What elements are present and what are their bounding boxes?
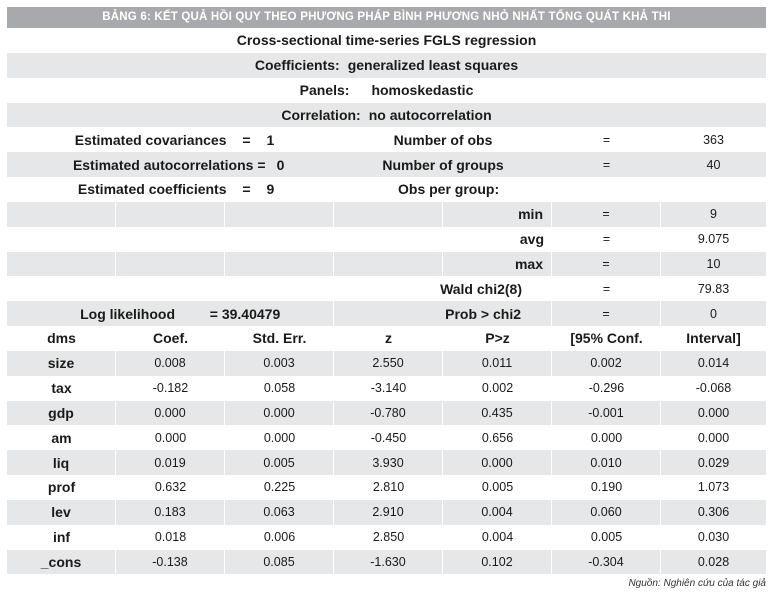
cell: -0.450 [370,430,407,445]
cell: 0.014 [697,356,730,371]
cell: 0.002 [552,351,661,376]
table-row [7,500,766,525]
table-row [7,376,766,401]
stats-row-avg [7,227,766,252]
min-eq: = [552,202,661,227]
col-header: Std. Err. [252,330,307,347]
cell: -0.182 [152,381,189,396]
cell: -0.296 [588,381,625,396]
cell: 0.018 [154,530,187,545]
table-row [7,351,766,376]
cell: 0.000 [263,430,296,445]
var-name: inf [52,529,71,546]
coefficients-value: generalized least squares [347,57,519,74]
table-row [7,550,766,575]
prob-eq: = [552,301,661,326]
max-eq: = [552,252,661,277]
cell: 0.190 [590,480,623,495]
loglik-value: = 39.40479 [209,305,281,322]
correlation-row [7,103,766,128]
cell: 0.183 [116,500,225,525]
var-name: tax [51,380,72,397]
cell: -0.780 [334,401,443,426]
cell: -0.138 [116,550,225,575]
var-name: liq [7,450,116,475]
cell: 0.000 [697,430,730,445]
stats-row-2 [7,152,766,177]
cell: 0.010 [552,450,661,475]
max-label: max [443,252,552,277]
table-banner: BẢNG 6: KẾT QUẢ HỒI QUY THEO PHƯƠNG PHÁP BÌNH PHƯƠNG NHỎ NHẤT TỔNG QUÁT KHẢ THI [7,7,766,28]
cell: 1.073 [697,480,730,495]
cell: 0.000 [697,405,730,420]
cell: 0.060 [552,500,661,525]
cell: 0.000 [116,401,225,426]
cell: 0.306 [697,505,730,520]
min-value: 9 [710,207,717,222]
obs-per-group-label: Obs per group: [398,181,500,198]
regression-table [7,7,766,574]
nobs-eq: = [602,132,611,147]
prob-label: Prob > chi2 [334,301,552,326]
stats-row-wald [7,276,766,301]
cell: 0.000 [443,450,552,475]
cell: 3.930 [334,450,443,475]
cell: 0.029 [697,455,730,470]
avg-value: 9.075 [697,232,730,247]
cell: 0.005 [590,530,623,545]
table-row [7,450,766,475]
stats-row-3 [7,177,766,202]
cell: 0.102 [443,550,552,575]
col-header: Coef. [153,330,188,347]
var-name: _cons [7,550,116,575]
cell: -0.304 [552,550,661,575]
cell: 0.058 [263,381,296,396]
est-cov-eq: = [242,131,251,148]
correlation-label: Correlation: [281,106,361,123]
cell: 0.030 [697,530,730,545]
loglik-label: Log likelihood [80,305,175,322]
est-autocorr-value: 0 [276,156,285,173]
cell: 0.435 [443,401,552,426]
stats-row-loglik [7,301,766,326]
col-header: Interval] [686,330,741,347]
cell: 2.910 [334,500,443,525]
var-name: lev [7,500,116,525]
wald-value: 79.83 [697,281,730,296]
nobs-value: 363 [703,132,724,147]
coefficients-row [7,53,766,78]
table-row [7,475,766,500]
var-name: am [51,429,72,446]
cell: 0.000 [225,401,334,426]
cell: -1.630 [334,550,443,575]
cell: 2.810 [372,480,405,495]
wald-eq: = [602,281,611,296]
ngroups-value: 40 [706,157,721,172]
cell: 0.000 [590,430,623,445]
var-name: prof [47,479,76,496]
stats-row-min [7,202,766,227]
column-header-row [7,326,766,351]
panels-row [7,78,766,103]
max-value: 10 [706,256,721,271]
var-name: size [7,351,116,376]
cell: 2.850 [372,530,405,545]
regression-title: Cross-sectional time-series FGLS regression [236,32,537,49]
est-coef-eq: = [242,181,251,198]
stats-row-1 [7,127,766,152]
min-label: min [443,202,552,227]
col-header: dms [47,330,76,347]
panels-label: Panels: [299,82,350,99]
source-note: Nguồn: Nghiên cứu của tác giả [628,578,766,589]
title-row [7,28,766,53]
cell: 0.002 [481,381,514,396]
cell: 0.656 [481,430,514,445]
col-header: z [385,330,392,347]
table-row [7,525,766,550]
cell: 0.008 [116,351,225,376]
cell: 2.550 [334,351,443,376]
cell: 0.005 [225,450,334,475]
coefficients-label: Coefficients: [254,57,340,74]
est-cov-value: 1 [266,131,275,148]
avg-label: avg [519,231,544,248]
cell: -3.140 [370,381,407,396]
cell: 0.003 [225,351,334,376]
est-autocorr-label: Estimated autocorrelations = [72,156,266,173]
cell: 0.011 [443,351,552,376]
table-row [7,401,766,426]
nobs-label: Number of obs [393,131,493,148]
prob-value: 0 [710,306,717,321]
wald-label: Wald chi2(8) [440,280,522,297]
ngroups-label: Number of groups [382,156,504,173]
stats-row-max [7,252,766,277]
correlation-value: no autocorrelation [368,106,492,123]
col-header: P>z [485,330,510,347]
cell: 0.004 [481,530,514,545]
cell: 0.085 [225,550,334,575]
col-header: [95% Conf. [570,330,643,347]
cell: -0.068 [695,381,732,396]
cell: 0.006 [263,530,296,545]
cell: 0.004 [443,500,552,525]
table-row [7,425,766,450]
avg-eq: = [602,232,611,247]
est-coef-label: Estimated coefficients [77,181,227,198]
cell: 0.005 [481,480,514,495]
panels-value: homoskedastic [371,82,474,99]
var-name: gdp [7,401,116,426]
cell: 0.028 [697,554,730,569]
cell: 0.063 [225,500,334,525]
cell: -0.001 [552,401,661,426]
cell: 0.019 [116,450,225,475]
est-coef-value: 9 [266,181,275,198]
cell: 0.632 [154,480,187,495]
cell: 0.000 [154,430,187,445]
cell: 0.225 [263,480,296,495]
est-cov-label: Estimated covariances [74,131,227,148]
ngroups-eq: = [602,157,611,172]
